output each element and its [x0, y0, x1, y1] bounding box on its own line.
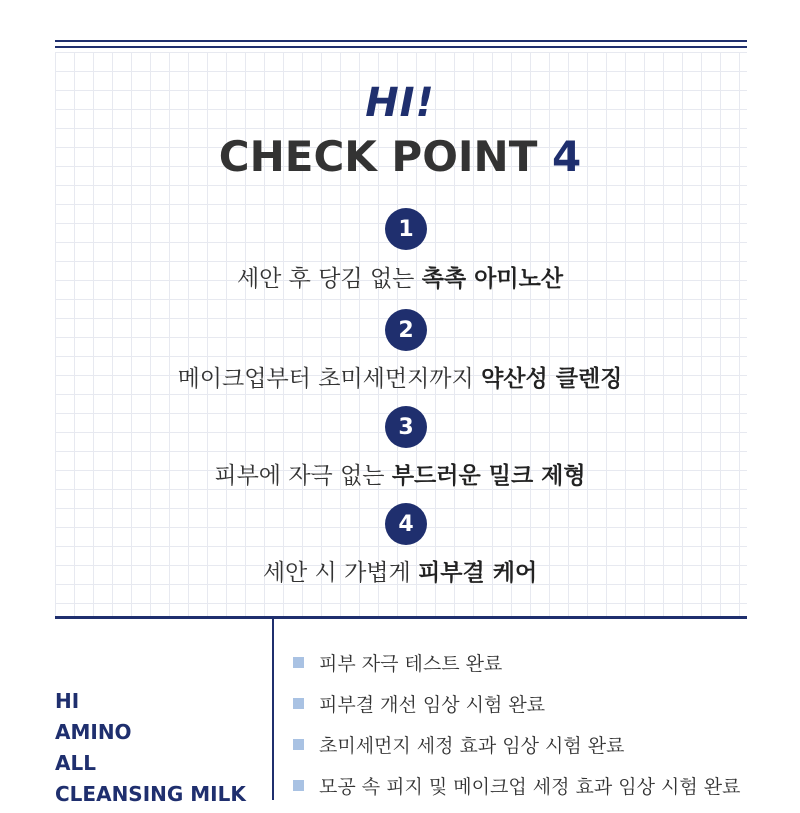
- test-item-label: 초미세먼지 세정 효과 임상 시험 완료: [319, 735, 625, 757]
- product-name-line: HI: [55, 689, 80, 713]
- point-text-normal: 세안 후 당김 없는: [236, 266, 422, 292]
- greeting-heading: HI!: [365, 80, 435, 126]
- point-text-normal: 피부에 자극 없는: [214, 463, 392, 489]
- point-text-1: [0, 260, 800, 293]
- list-item: [293, 731, 740, 758]
- column-divider: [272, 619, 274, 800]
- test-results-list: [293, 649, 740, 813]
- product-name-line: CLEANSING MILK: [55, 782, 246, 806]
- top-rule-1: [55, 40, 747, 42]
- point-text-normal: 세안 시 가볍게: [262, 560, 419, 586]
- point-text-bold: 촉촉 아미노산: [421, 266, 564, 292]
- point-text-4: [0, 554, 800, 587]
- square-bullet-icon: [293, 698, 304, 709]
- check-point-heading: [0, 132, 800, 181]
- point-text-normal: 메이크업부터 초미세먼지까지: [177, 366, 482, 392]
- test-item-label: 모공 속 피지 및 메이크업 세정 효과 임상 시험 완료: [319, 776, 741, 798]
- point-text-2: [0, 360, 800, 393]
- square-bullet-icon: [293, 780, 304, 791]
- square-bullet-icon: [293, 657, 304, 668]
- point-text-bold: 부드러운 밀크 제형: [391, 463, 586, 489]
- product-name-line: AMINO: [55, 720, 132, 744]
- point-text-3: [0, 457, 800, 490]
- point-badge-4: 4: [385, 503, 427, 545]
- list-item: [293, 649, 740, 676]
- point-badge-3: 3: [385, 406, 427, 448]
- point-badge-2: 2: [385, 309, 427, 351]
- point-text-bold: 피부결 케어: [418, 560, 538, 586]
- point-text-bold: 약산성 클렌징: [481, 366, 623, 392]
- top-rule-2: [55, 46, 747, 48]
- section-divider: [55, 616, 747, 619]
- list-item: [293, 772, 740, 799]
- check-point-label: CHECK POINT: [218, 132, 538, 181]
- list-item: [293, 690, 740, 717]
- product-name: [55, 686, 246, 810]
- check-point-count: 4: [551, 132, 582, 181]
- test-item-label: 피부결 개선 임상 시험 완료: [319, 694, 546, 716]
- square-bullet-icon: [293, 739, 304, 750]
- product-name-line: ALL: [55, 751, 96, 775]
- point-badge-1: 1: [385, 208, 427, 250]
- test-item-label: 피부 자극 테스트 완료: [319, 653, 503, 675]
